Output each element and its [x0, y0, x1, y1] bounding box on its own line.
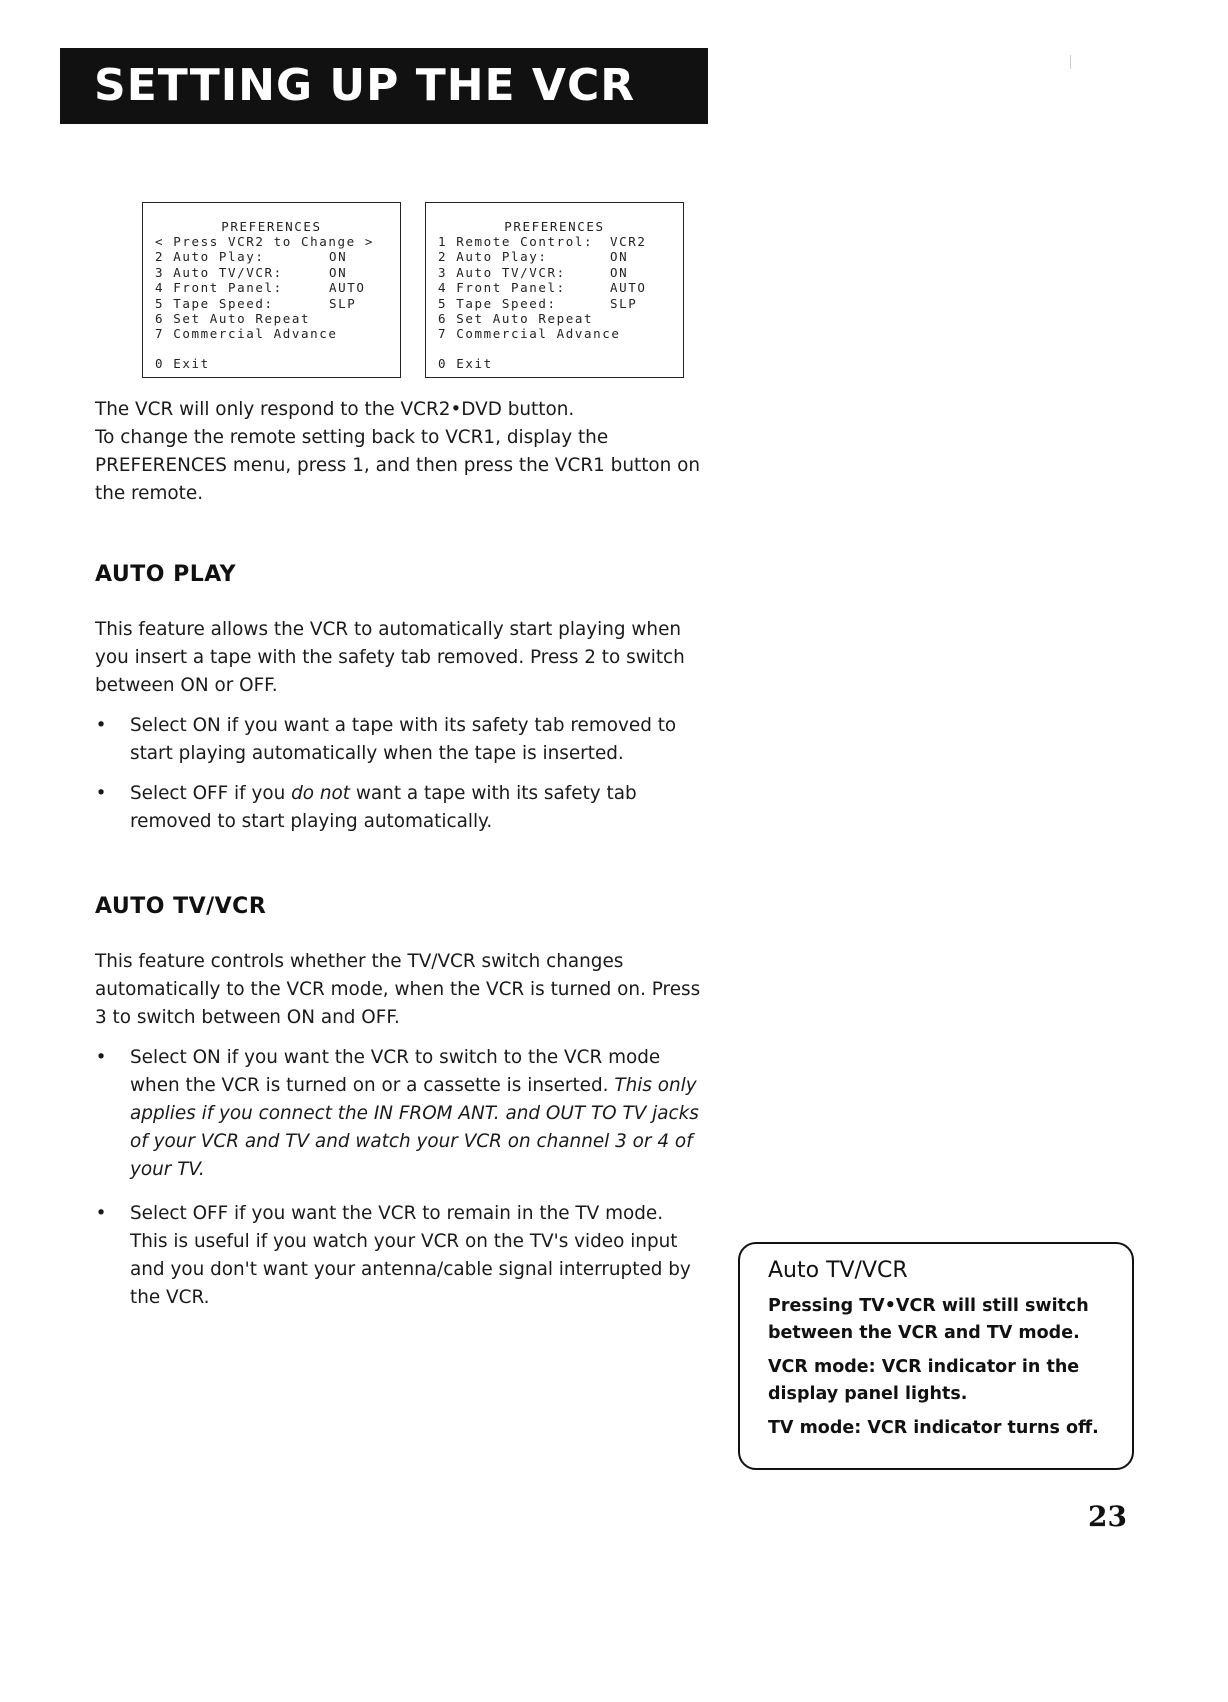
menu-row: 5 Tape Speed: SLP	[438, 295, 638, 311]
bullet-item: • Select ON if you want the VCR to switch to the VCR mode when the VCR is turned on or a cassette is inserted. This only applies if you connect the IN FROM ANT. and OUT TO TV jacks of your VCR and TV and watch your VCR on channel 3 or 4 of your TV.	[95, 1044, 705, 1184]
page-number: 23	[1088, 1500, 1127, 1533]
bullet-icon: •	[95, 1047, 107, 1068]
auto-play-body: This feature allows the VCR to automatically start playing when you insert a tape with the safety tab removed. Press 2 to switch between ON or OFF.	[95, 619, 685, 696]
menu-row: 6 Set Auto Repeat	[438, 311, 594, 327]
menu-row: 5 Tape Speed: SLP	[155, 295, 357, 311]
page-title: SETTING UP THE VCR	[94, 60, 636, 111]
section-heading-auto-play: AUTO PLAY	[95, 562, 237, 587]
sidebar-title: Auto TV/VCR	[768, 1258, 908, 1283]
menu-title: PREFERENCES	[221, 219, 322, 234]
bullet-item: • Select OFF if you want the VCR to remain in the TV mode. This is useful if you watch your VCR on the TV's video input and you don't want your antenna/cable signal interrupted by the VCR.	[95, 1200, 705, 1312]
preferences-menu-left	[142, 202, 401, 378]
bullet-icon: •	[95, 1203, 107, 1224]
menu-exit: 0 Exit	[438, 355, 493, 371]
menu-row: 3 Auto TV/VCR: ON	[438, 264, 629, 280]
menu-row: 6 Set Auto Repeat	[155, 311, 311, 327]
menu-row: 2 Auto Play: ON	[438, 249, 629, 265]
auto-tv-vcr-body: This feature controls whether the TV/VCR switch changes automatically to the VCR mode, when the VCR is turned on. Press 3 to switch between ON and OFF.	[95, 951, 701, 1028]
menu-row: 7 Commercial Advance	[438, 326, 621, 342]
margin-mark	[1070, 55, 1071, 69]
bullet-icon: •	[95, 783, 107, 804]
menu-row: 3 Auto TV/VCR: ON	[155, 264, 348, 280]
menu-row: 4 Front Panel: AUTO	[155, 280, 366, 296]
bullet-item: • Select OFF if you do not want a tape with its safety tab removed to start playing automatically.	[95, 780, 705, 836]
bullet-icon: •	[95, 715, 107, 736]
preferences-menu-right	[425, 202, 684, 378]
menu-row: 2 Auto Play: ON	[155, 249, 348, 265]
bullet-item: • Select ON if you want a tape with its safety tab removed to start playing automatically when the tape is inserted.	[95, 712, 705, 768]
sidebar-note	[738, 1242, 1134, 1470]
sidebar-line: TV mode: VCR indicator turns off.	[768, 1418, 1099, 1438]
page-title-banner	[60, 48, 708, 124]
section-heading-auto-tv-vcr: AUTO TV/VCR	[95, 894, 267, 919]
menu-row: 1 Remote Control: VCR2	[438, 234, 647, 249]
menu-exit: 0 Exit	[155, 355, 210, 371]
menu-row: < Press VCR2 to Change >	[155, 234, 375, 249]
sidebar-line: Pressing TV•VCR will still switch between the VCR and TV mode.	[768, 1296, 1089, 1343]
sidebar-line: VCR mode: VCR indicator in the display panel lights.	[768, 1357, 1080, 1404]
menu-title: PREFERENCES	[504, 219, 605, 234]
menu-row: 4 Front Panel: AUTO	[438, 280, 647, 296]
intro-line-1: The VCR will only respond to the VCR2•DVD button.	[95, 399, 575, 420]
intro-line-2: To change the remote setting back to VCR1, display the PREFERENCES menu, press 1, and then press the VCR1 button on the remote.	[95, 427, 701, 504]
intro-text	[95, 396, 705, 508]
menu-row: 7 Commercial Advance	[155, 326, 338, 342]
